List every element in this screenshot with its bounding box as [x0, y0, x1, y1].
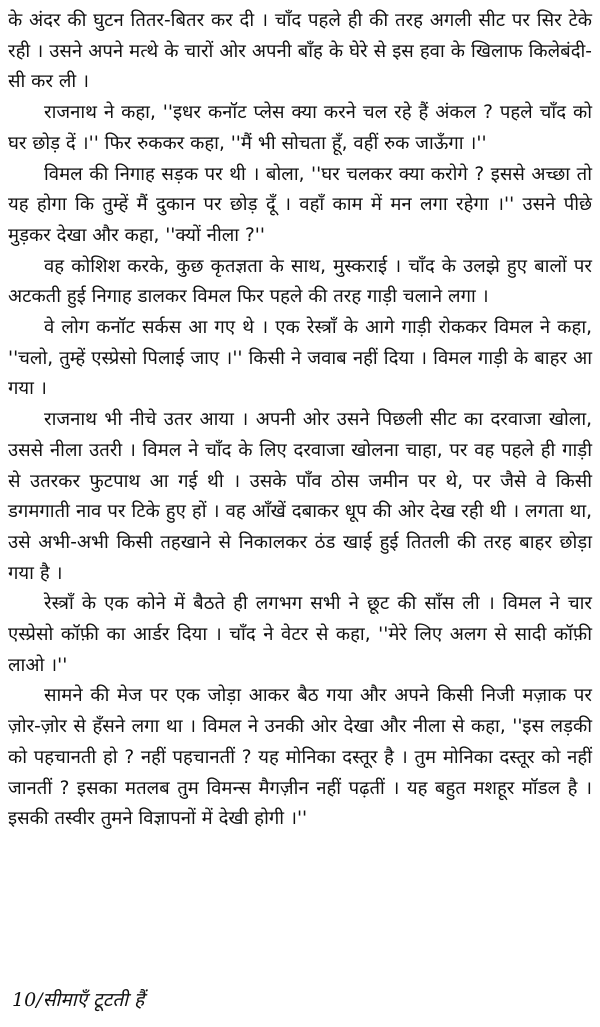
paragraph-7: रेस्त्राँ के एक कोने में बैठते ही लगभग सभी ने छूट की साँस ली । विमल ने चार एस्प्रेसो कॉफ़ी का आर्डर दिया । चाँद ने वेटर से कहा, ''मेरे लिए अलग से सादी कॉफ़ी लाओ ।''	[8, 593, 592, 676]
paragraph-6: राजनाथ भी नीचे उतर आया । अपनी ओर उसने पिछली सीट का दरवाजा खोला, उससे नीला उतरी । विमल ने चाँद के लिए दरवाजा खोलना चाहा, पर वह पहले ही गाड़ी से उतरकर फुटपाथ आ गई थी । उसके पाँव ठोस जमीन पर थे, पर जैसे वे किसी डगमगाती नाव पर टिके हुए हों । वह आँखें दबाकर धूप की ओर देख रही थी । लगता था, उसे अभी-अभी किसी तहखाने से निकालकर ठंड खाई हुई तितली की तरह बाहर छोड़ा गया है ।	[8, 409, 592, 584]
paragraph-1: के अंदर की घुटन तितर-बितर कर दी । चाँद पहले ही की तरह अगली सीट पर सिर टेके रही । उसने अपने मत्थे के चारों ओर अपनी बाँह के घेरे से इस हवा के खिलाफ किलेबंदी-सी कर ली ।	[8, 10, 592, 93]
paragraph-5: वे लोग कनॉट सर्कस आ गए थे । एक रेस्त्राँ के आगे गाड़ी रोककर विमल ने कहा, ''चलो, तुम्हें एस्प्रेसो पिलाई जाए ।'' किसी ने जवाब नहीं दिया । विमल गाड़ी के बाहर आ गया ।	[8, 317, 592, 400]
paragraph-8: सामने की मेज पर एक जोड़ा आकर बैठ गया और अपने किसी निजी मज़ाक पर ज़ोर-ज़ोर से हँसने लगा था । विमल ने उनकी ओर देखा और नीला से कहा, ''इस लड़की को पहचानती हो ? नहीं पहचानतीं ? यह मोनिका दस्तूर है । तुम मोनिका दस्तूर को नहीं जानतीं ? इसका मतलब तुम विमन्स मैगज़ीन नहीं पढ़तीं । यह बहुत मशहूर मॉडल है । इसकी तस्वीर तुमने विज्ञापनों में देखी होगी ।''	[8, 685, 592, 830]
paragraph-2: राजनाथ ने कहा, ''इधर कनॉट प्लेस क्या करने चल रहे हैं अंकल ? पहले चाँद को घर छोड़ दें ।'' फिर रुककर कहा, ''मैं भी सोचता हूँ, वहीं रुक जाऊँगा ।''	[8, 102, 592, 154]
paragraph-3: विमल की निगाह सड़क पर थी । बोला, ''घर चलकर क्या करोगे ? इससे अच्छा तो यह होगा कि तुम्हें मैं दुकान पर छोड़ दूँ । वहाँ काम में मन लगा रहेगा ।'' उसने पीछे मुड़कर देखा और कहा, ''क्यों नीला ?''	[8, 163, 592, 246]
page-footer: 10/सीमाएँ टूटती हैं	[12, 989, 145, 1011]
paragraph-4: वह कोशिश करके, कुछ कृतज्ञता के साथ, मुस्कराई । चाँद के उलझे हुए बालों पर अटकती हुई निगाह डालकर विमल फिर पहले की तरह गाड़ी चलाने लगा ।	[8, 255, 592, 308]
body-text	[8, 6, 592, 835]
